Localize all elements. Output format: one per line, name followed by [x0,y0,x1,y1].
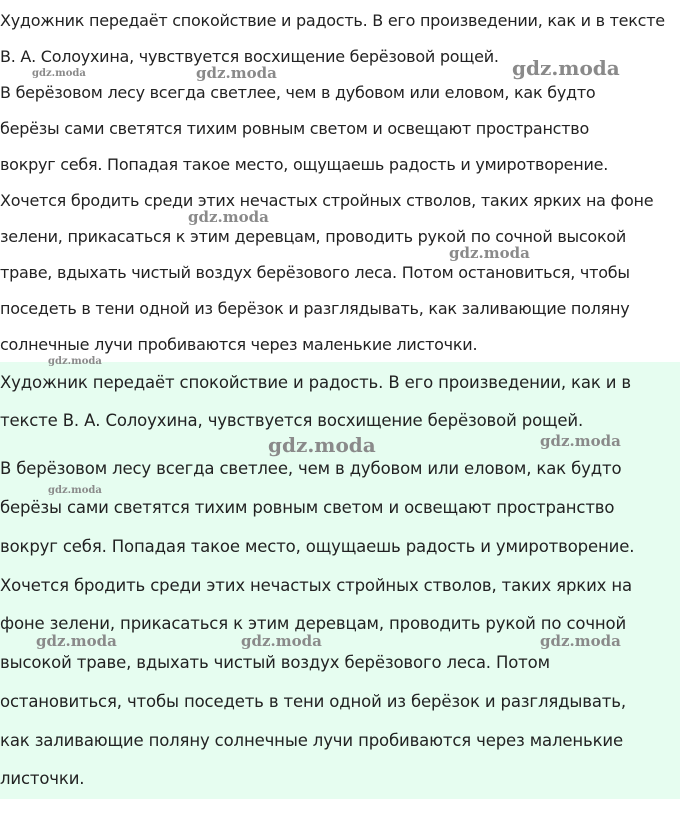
watermark: gdz.moda [188,208,269,226]
text-line: солнечные лучи пробиваются через маленькие листочки. [0,335,478,354]
text-line: высокой траве, вдыхать чистый воздух берёзового леса. Потом [0,653,550,672]
watermark: gdz.moda [32,68,86,79]
watermark: gdz.moda [540,632,621,650]
text-line: Художник передаёт спокойствие и радость. В его произведении, как и в тексте [0,11,665,30]
text-line: берёзы сами светятся тихим ровным светом и освещают пространство [0,498,615,517]
watermark: gdz.moda [241,632,322,650]
text-line: вокруг себя. Попадая такое место, ощущаешь радость и умиротворение. [0,155,609,174]
text-line: как заливающие поляну солнечные лучи пробиваются через маленькие [0,731,624,750]
text-line: В берёзовом лесу всегда светлее, чем в дубовом или еловом, как будто [0,459,622,478]
text-line: зелени, прикасаться к этим деревцам, проводить рукой по сочной высокой [0,227,627,246]
text-line: Хочется бродить среди этих нечастых стройных стволов, таких ярких на [0,576,632,595]
text-line: В. А. Солоухина, чувствуется восхищение берёзовой рощей. [0,47,499,66]
text-line: берёзы сами светятся тихим ровным светом и освещают пространство [0,119,590,138]
watermark: gdz.moda [196,64,277,82]
text-line: Хочется бродить среди этих нечастых стройных стволов, таких ярких на фоне [0,191,654,210]
watermark: gdz.moda [268,433,376,457]
answer-text-block-highlighted [0,362,680,799]
text-line: тексте В. А. Солоухина, чувствуется восхищение берёзовой рощей. [0,411,584,430]
text-line: листочки. [0,769,85,788]
watermark: gdz.moda [512,56,620,80]
text-line: В берёзовом лесу всегда светлее, чем в дубовом или еловом, как будто [0,83,596,102]
text-line: фоне зелени, прикасаться к этим деревцам, проводить рукой по сочной [0,614,627,633]
text-line: траве, вдыхать чистый воздух берёзового леса. Потом остановиться, чтобы [0,263,630,282]
answer-text-block-plain [0,0,680,362]
watermark: gdz.moda [36,632,117,650]
watermark: gdz.moda [540,432,621,450]
watermark: gdz.moda [48,356,102,367]
text-line: поседеть в тени одной из берёзок и разглядывать, как заливающие поляну [0,299,630,318]
watermark: gdz.moda [48,485,102,496]
text-line: Художник передаёт спокойствие и радость. В его произведении, как и в [0,373,631,392]
text-line: остановиться, чтобы поседеть в тени одной из берёзок и разглядывать, [0,692,626,711]
watermark: gdz.moda [449,244,530,262]
text-line: вокруг себя. Попадая такое место, ощущаешь радость и умиротворение. [0,537,635,556]
